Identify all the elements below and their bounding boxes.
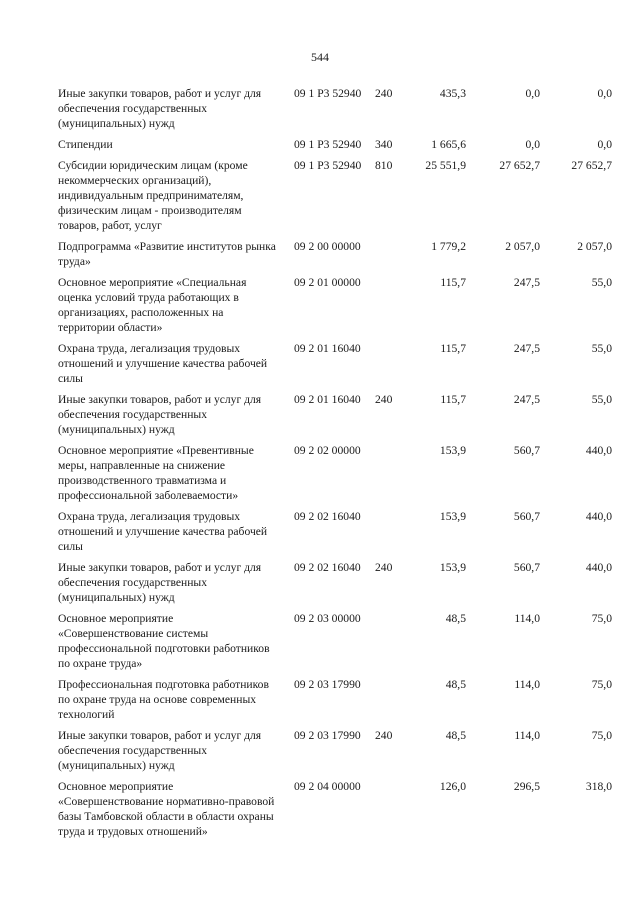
row-value-3: 55,0 [591, 393, 612, 406]
table-row [0, 86, 640, 131]
row-value-1: 1 779,2 [431, 240, 466, 253]
row-name: Субсидии юридическим лицам (кроме некоммерческих организаций), индивидуальным предпринимателям, физическим лицам - производителям товаров, работ, услуг [58, 159, 248, 232]
row-name: Подпрограмма «Развитие институтов рынка труда» [58, 240, 276, 268]
row-value-1: 153,9 [439, 510, 466, 523]
table-row [0, 239, 640, 269]
row-name: Иные закупки товаров, работ и услуг для обеспечения государственных (муниципальных) нужд [58, 393, 262, 436]
table-row [0, 158, 640, 233]
table-row [0, 509, 640, 554]
row-code: 09 2 02 00000 [294, 444, 361, 457]
page-number: 544 [311, 50, 329, 64]
row-value-1: 1 665,6 [431, 138, 466, 151]
row-value-2: 247,5 [513, 393, 540, 406]
row-value-2: 0,0 [525, 138, 540, 151]
row-name: Охрана труда, легализация трудовых отношений и улучшение качества рабочей силы [58, 342, 268, 385]
row-value-2: 114,0 [514, 729, 540, 742]
row-code: 09 2 01 16040 [294, 342, 361, 355]
row-expense-type: 240 [375, 393, 393, 406]
row-code: 09 2 03 00000 [294, 612, 361, 625]
row-code: 09 1 P3 52940 [294, 159, 362, 172]
row-value-2: 560,7 [513, 510, 540, 523]
row-value-2: 0,0 [525, 87, 540, 100]
budget-table [0, 86, 640, 845]
row-value-2: 114,0 [514, 678, 540, 691]
row-value-1: 115,7 [440, 342, 466, 355]
row-expense-type: 240 [375, 729, 393, 742]
row-code: 09 2 02 16040 [294, 561, 361, 574]
table-row [0, 341, 640, 386]
row-name: Основное мероприятие «Совершенствование системы профессиональной подготовки работников по охране труда» [58, 612, 270, 670]
row-value-1: 435,3 [439, 87, 466, 100]
row-code: 09 2 01 00000 [294, 276, 361, 289]
row-value-1: 48,5 [445, 729, 466, 742]
row-value-1: 48,5 [445, 612, 466, 625]
row-value-2: 2 057,0 [505, 240, 540, 253]
row-name: Стипендии [58, 138, 113, 151]
row-name: Основное мероприятие «Превентивные меры, направленные на снижение производственного травматизма и профессиональной заболеваемости» [58, 444, 254, 502]
row-value-1: 25 551,9 [425, 159, 466, 172]
table-row [0, 611, 640, 671]
row-name: Иные закупки товаров, работ и услуг для обеспечения государственных (муниципальных) нужд [58, 729, 262, 772]
row-value-3: 55,0 [591, 276, 612, 289]
row-expense-type: 810 [375, 159, 393, 172]
row-value-3: 2 057,0 [577, 240, 612, 253]
row-value-3: 75,0 [591, 612, 612, 625]
row-value-1: 153,9 [439, 444, 466, 457]
row-name: Иные закупки товаров, работ и услуг для обеспечения государственных (муниципальных) нужд [58, 561, 262, 604]
row-name: Охрана труда, легализация трудовых отношений и улучшение качества рабочей силы [58, 510, 268, 553]
table-row [0, 392, 640, 437]
row-code: 09 2 04 00000 [294, 780, 361, 793]
row-value-2: 114,0 [514, 612, 540, 625]
table-row [0, 443, 640, 503]
row-expense-type: 340 [375, 138, 393, 151]
row-value-3: 440,0 [585, 561, 612, 574]
row-value-1: 115,7 [440, 276, 466, 289]
row-value-3: 27 652,7 [571, 159, 612, 172]
row-value-3: 318,0 [585, 780, 612, 793]
row-value-1: 115,7 [440, 393, 466, 406]
row-value-3: 75,0 [591, 729, 612, 742]
row-value-2: 560,7 [513, 561, 540, 574]
row-code: 09 2 00 00000 [294, 240, 361, 253]
row-value-1: 126,0 [439, 780, 466, 793]
row-name: Профессиональная подготовка работников по охране труда на основе современных технологий [58, 678, 269, 721]
row-code: 09 2 03 17990 [294, 729, 361, 742]
row-value-2: 247,5 [513, 276, 540, 289]
table-row [0, 677, 640, 722]
row-expense-type: 240 [375, 561, 393, 574]
row-code: 09 2 03 17990 [294, 678, 361, 691]
table-row [0, 728, 640, 773]
row-value-3: 440,0 [585, 444, 612, 457]
row-code: 09 1 P3 52940 [294, 87, 362, 100]
row-name: Основное мероприятие «Специальная оценка условий труда работающих в организациях, расположенных на территории области» [58, 276, 247, 334]
row-value-3: 0,0 [597, 87, 612, 100]
row-name: Иные закупки товаров, работ и услуг для обеспечения государственных (муниципальных) нужд [58, 87, 262, 130]
table-row [0, 275, 640, 335]
row-expense-type: 240 [375, 87, 393, 100]
row-value-1: 48,5 [445, 678, 466, 691]
row-value-3: 75,0 [591, 678, 612, 691]
row-name: Основное мероприятие «Совершенствование нормативно-правовой базы Тамбовской области в области охраны труда и трудовых отношений» [58, 780, 275, 838]
row-code: 09 1 P3 52940 [294, 138, 362, 151]
row-value-1: 153,9 [439, 561, 466, 574]
row-value-2: 247,5 [513, 342, 540, 355]
table-row [0, 560, 640, 605]
row-value-3: 440,0 [585, 510, 612, 523]
table-row [0, 779, 640, 839]
table-row [0, 137, 640, 152]
row-code: 09 2 02 16040 [294, 510, 361, 523]
row-value-3: 0,0 [597, 138, 612, 151]
row-value-2: 296,5 [513, 780, 540, 793]
row-value-2: 560,7 [513, 444, 540, 457]
row-value-2: 27 652,7 [499, 159, 540, 172]
row-code: 09 2 01 16040 [294, 393, 361, 406]
row-value-3: 55,0 [591, 342, 612, 355]
